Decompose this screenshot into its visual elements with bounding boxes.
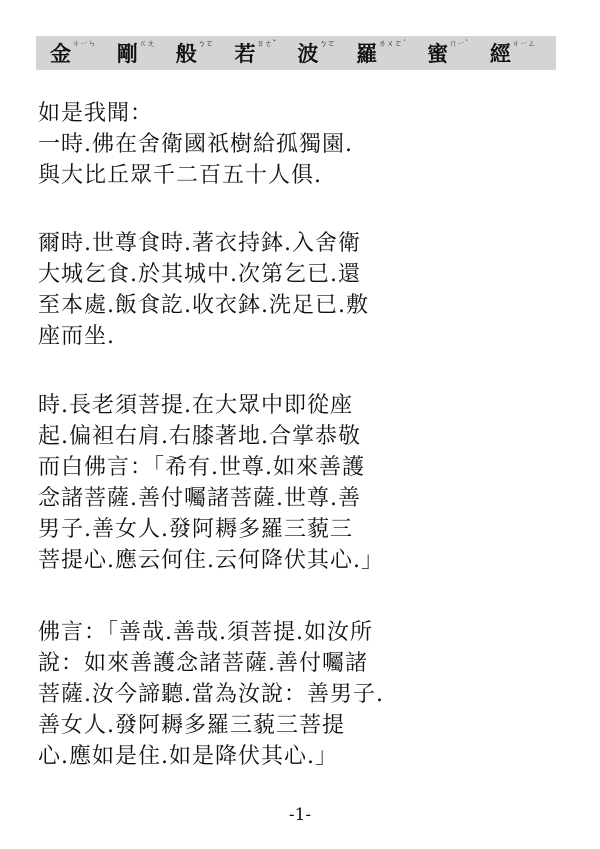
title-char: 般$^{ㄅㄛ}$ (175, 39, 214, 66)
text-line: 時.長老須菩提.在大眾中即從座 (38, 393, 353, 418)
text-line: 與大比丘眾千二百五十人俱. (38, 163, 322, 188)
sutra-title-bar (36, 36, 556, 70)
paragraph-1 (38, 98, 568, 191)
title-char: 經$^{ㄐㄧㄥ}$ (489, 39, 536, 66)
text-line: 起.偏袒右肩.右膝著地.合掌恭敬 (38, 424, 361, 449)
title-char: 波$^{ㄅㄛ}$ (297, 39, 336, 66)
text-line: 至本處.飯食訖.收衣鉢.洗足已.敷 (38, 293, 369, 318)
title-char: 剛$^{ㄍㄤ}$ (116, 39, 155, 66)
paragraph-2 (38, 228, 568, 352)
page-number: -1- (288, 805, 312, 825)
text-line: 念諸菩薩.善付囑諸菩薩.世尊.善 (38, 486, 361, 511)
text-line: 而白佛言：「希有.世尊.如來善護 (38, 455, 365, 480)
paragraph-3 (38, 390, 568, 576)
title-char: 羅$^{ㄌㄨㄛˊ}$ (356, 39, 407, 66)
text-line: 如是我聞： (38, 101, 154, 126)
text-line: 爾時.世尊食時.著衣持鉢.入舍衛 (38, 231, 361, 256)
text-line: 說：如來善護念諸菩薩.善付囑諸 (38, 651, 368, 676)
text-line: 大城乞食.於其城中.次第乞已.還 (38, 262, 361, 287)
text-line: 菩提心.應云何住.云何降伏其心.」 (38, 548, 384, 573)
text-line: 善女人.發阿耨多羅三藐三菩提 (38, 713, 345, 738)
text-line: 座而坐. (38, 324, 115, 349)
text-line: 心.應如是住.如是降伏其心.」 (38, 744, 338, 769)
title-char: 若$^{ㄖㄜˇ}$ (234, 39, 277, 66)
paragraph-4 (38, 617, 568, 772)
text-line: 佛言：「善哉.善哉.須菩提.如汝所 (38, 620, 373, 645)
title-char: 蜜$^{ㄇㄧˋ}$ (427, 39, 470, 66)
text-line: 一時.佛在舍衛國祇樹給孤獨園. (38, 132, 353, 157)
title-char: 金$^{ㄐㄧㄣ}$ (50, 39, 96, 66)
text-line: 男子.善女人.發阿耨多羅三藐三 (38, 517, 353, 542)
text-line: 菩薩.汝今諦聽.當為汝說：善男子. (38, 682, 384, 707)
